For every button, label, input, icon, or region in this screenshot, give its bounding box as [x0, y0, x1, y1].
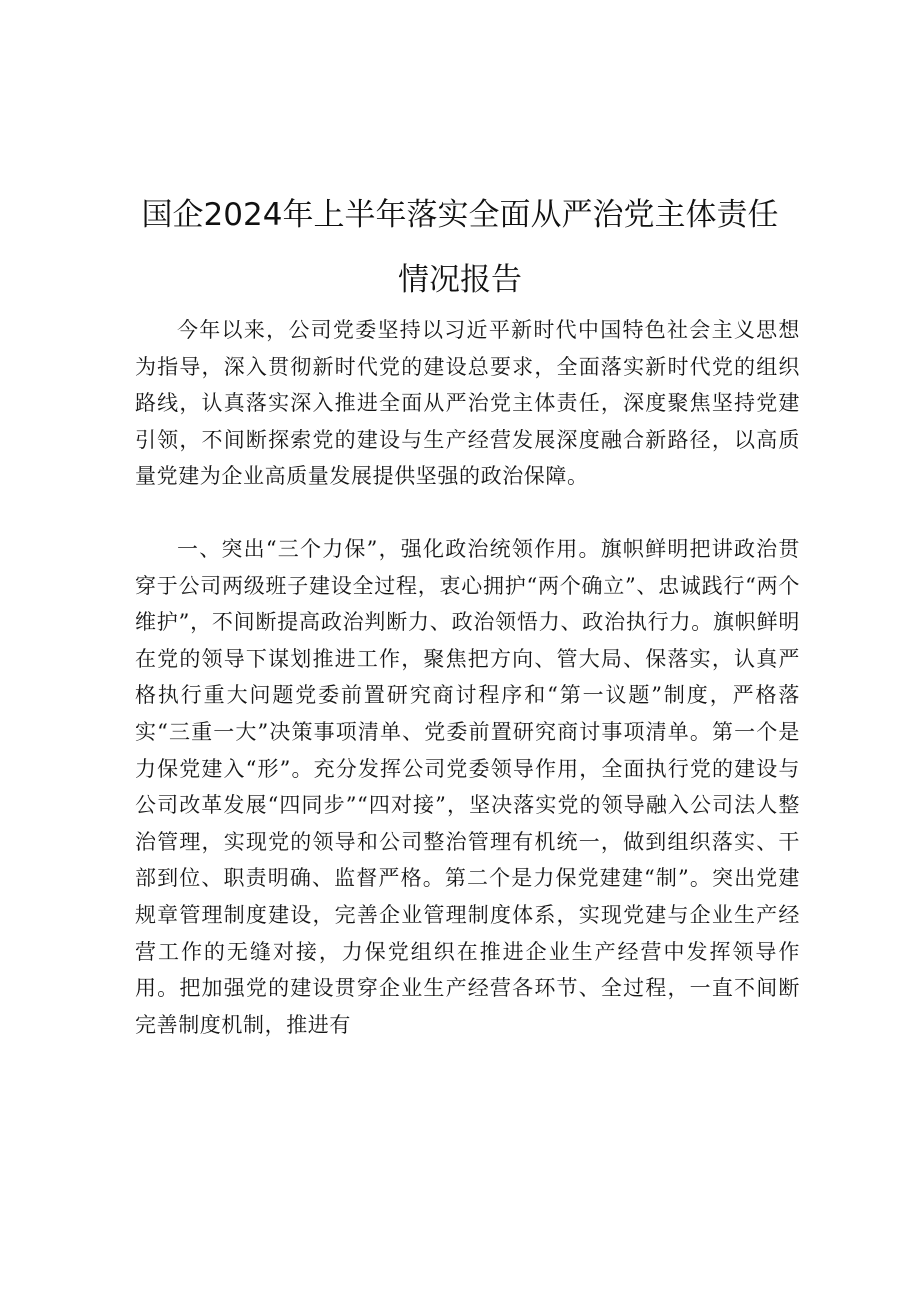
- document-title-line-2: 情况报告: [398, 262, 522, 298]
- section-one-paragraph: 一、突出“三个力保”，强化政治统领作用。旗帜鲜明把讲政治贯穿于公司两级班子建设全过程，衷心拥护“两个确立”、忠诚践行“两个维护”，不间断提高政治判断力、政治领悟力、政治执行力。旗帜鲜明在党的领导下谋划推进工作，聚焦把方向、管大局、保落实，认真严格执行重大问题党委前置研究商讨程序和“第一议题”制度，严格落实“三重一大”决策事项清单、党委前置研究商讨事项清单。第一个是力保党建入“形”。充分发挥公司党委领导作用，全面执行党的建设与公司改革发展“四同步”“四对接”，坚决落实党的领导融入公司法人整治管理，实现党的领导和公司整治管理有机统一，做到组织落实、干部到位、职责明确、监督严格。第二个是力保党建建“制”。突出党建规章管理制度建设，完善企业管理制度体系，实现党建与企业生产经营工作的无缝对接，力保党组织在推进企业生产经营中发挥领导作用。把加强党的建设贯穿企业生产经营各环节、全过程，一直不间断完善制度机制，推进有: [135, 537, 800, 1037]
- intro-paragraph: 今年以来，公司党委坚持以习近平新时代中国特色社会主义思想为指导，深入贯彻新时代党的建设总要求，全面落实新时代党的组织路线，认真落实深入推进全面从严治党主体责任，深度聚焦坚持党建引领，不间断探索党的建设与生产经营发展深度融合新路径，以高质量党建为企业高质量发展提供坚强的政治保障。: [135, 318, 800, 489]
- document-title-line-1: 国企2024年上半年落实全面从严治党主体责任: [141, 197, 779, 233]
